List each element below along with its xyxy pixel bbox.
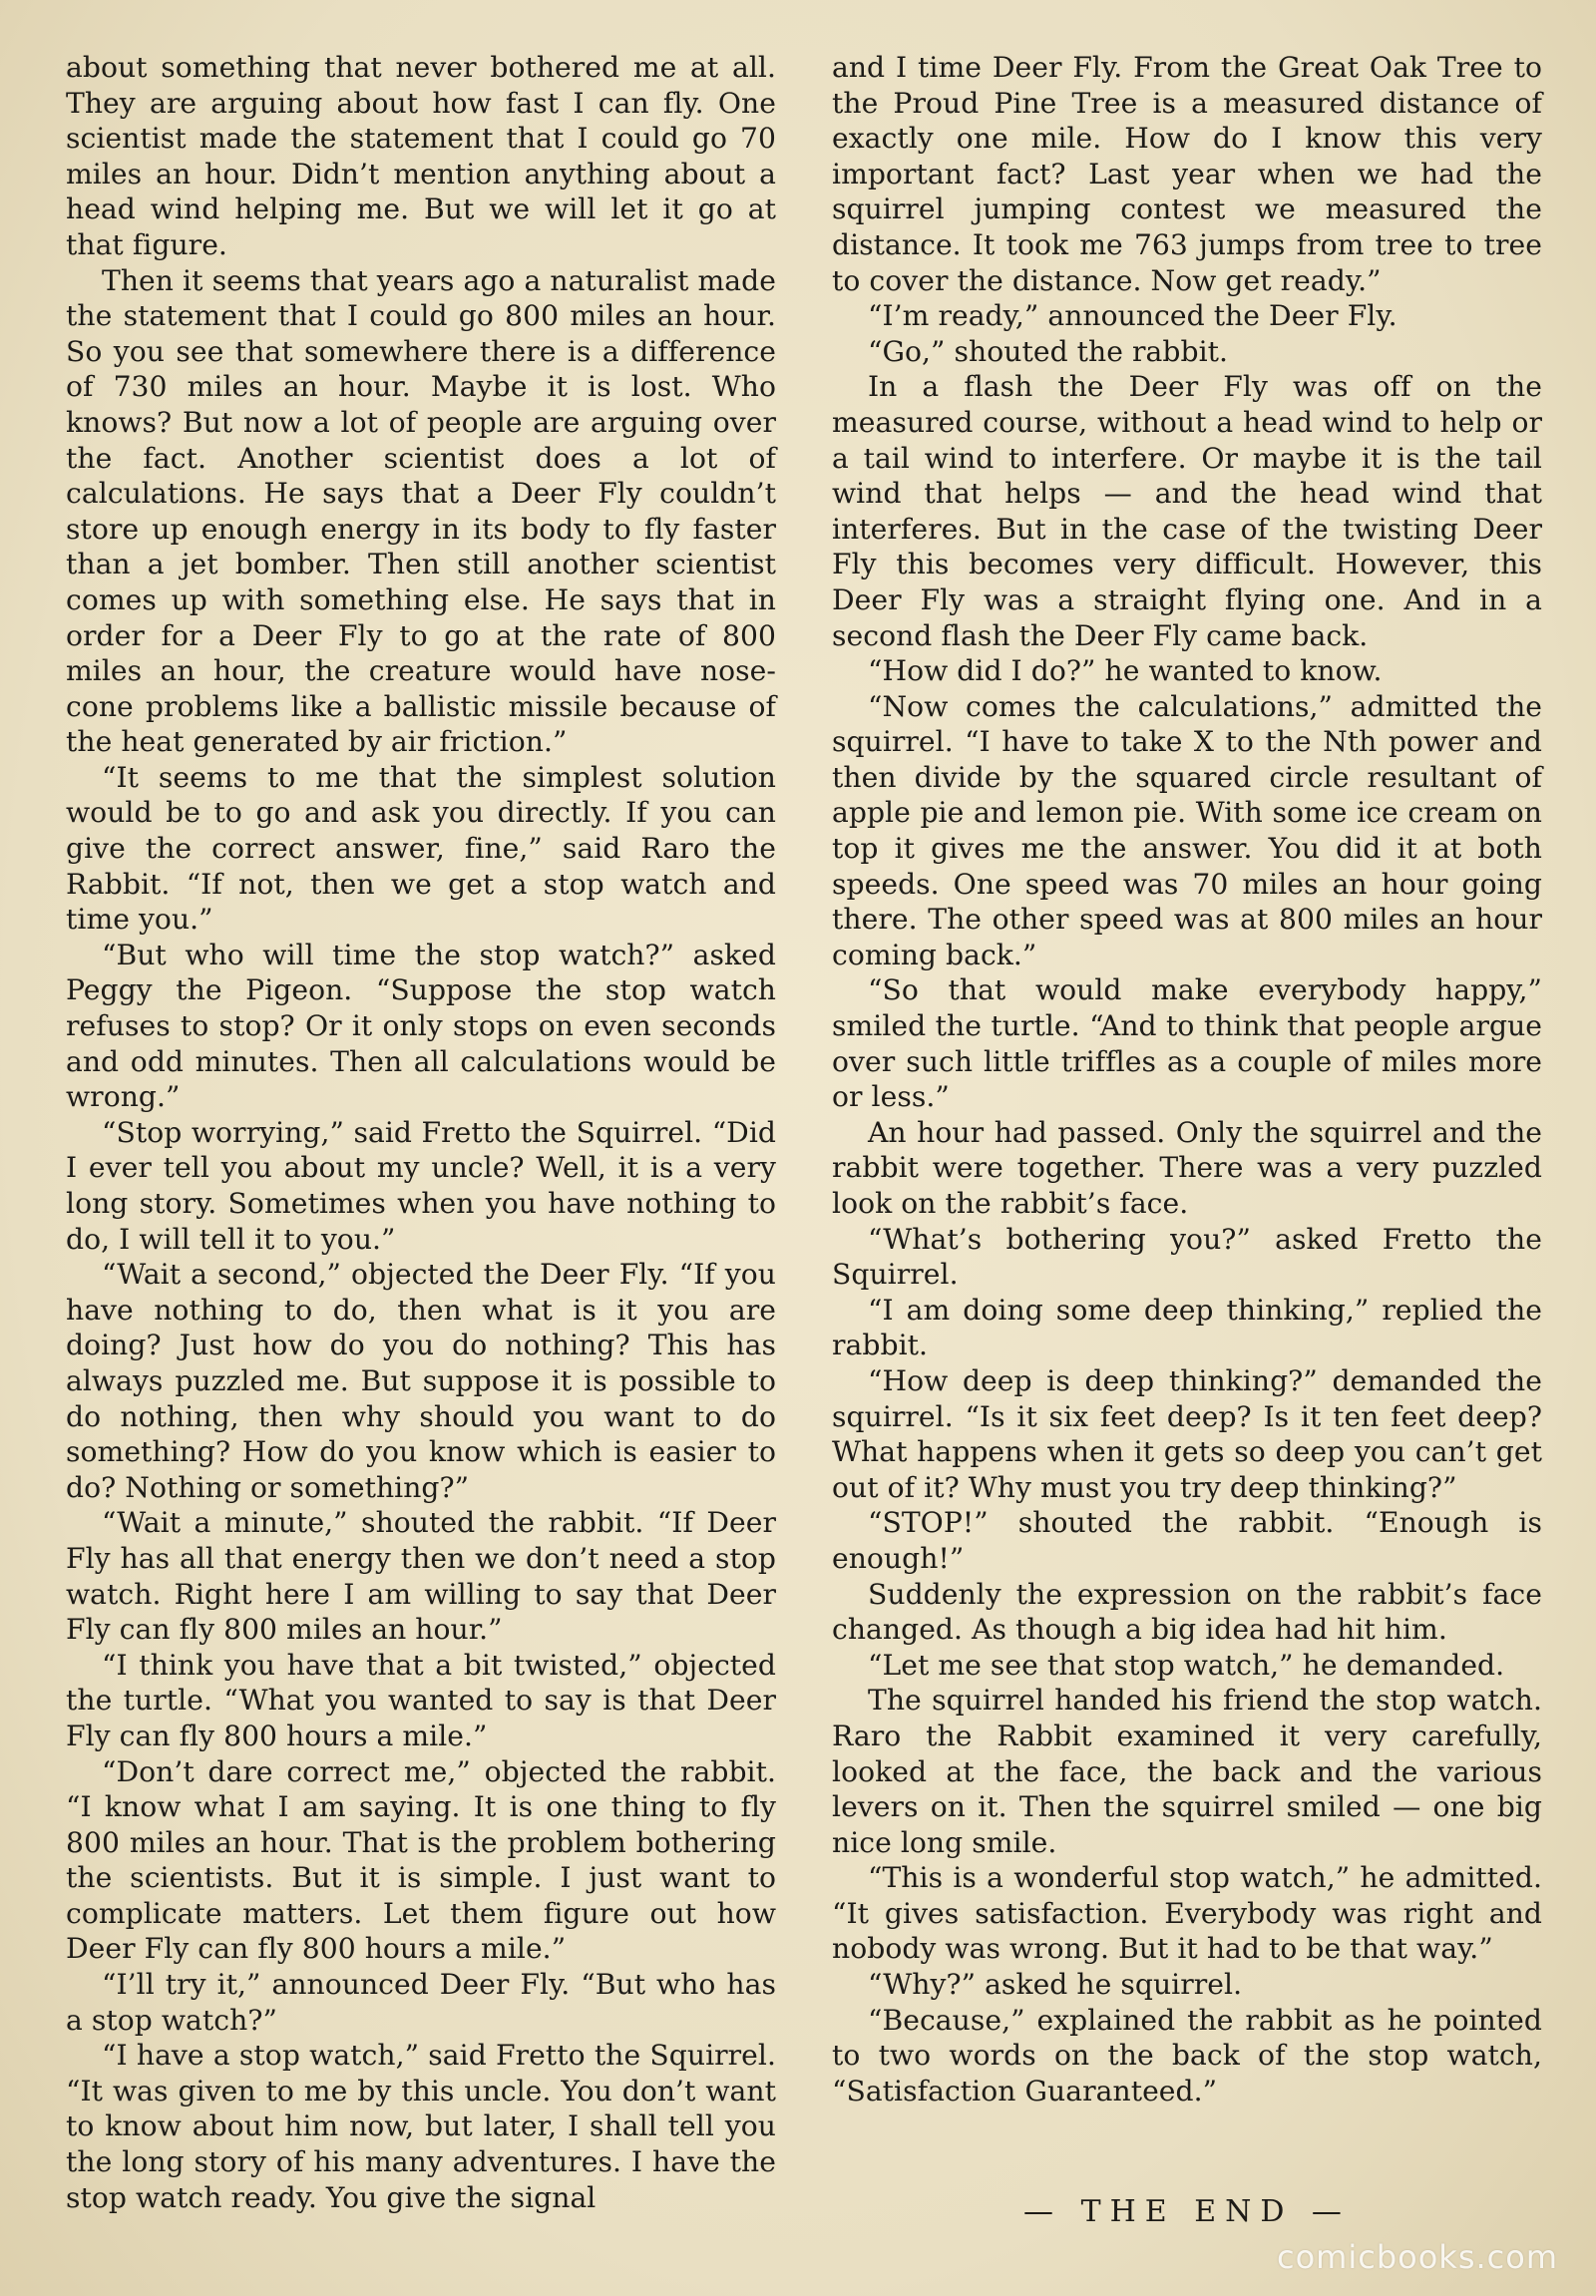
paragraph: “Wait a second,” objected the Deer Fly. “If you have nothing to do, then what is it you are doing? Just how do you do nothing? This has always puzzled me. But suppose it is possible to do nothing, then why should you want to do something? How do you know which is easier to do? Nothing or something?” (66, 1258, 776, 1504)
paragraph: “STOP!” shouted the rabbit. “Enough is enough!” (832, 1506, 1542, 1575)
paragraph: “Why?” asked he squirrel. (868, 1968, 1243, 2002)
paragraph: “Go,” shouted the rabbit. (868, 334, 1229, 368)
paragraph: “So that would make everybody happy,” smiled the turtle. “And to think that people argue over such little triffles as a couple of miles more or less.” (832, 973, 1542, 1114)
paragraph: “I have a stop watch,” said Fretto the Squirrel. “It was given to me by this uncle. You don’t want to know about him now, but later, I shall tell you the long story of his many adventures. I have the stop watch ready. You give the signal (66, 2039, 776, 2214)
paragraph: “What’s bothering you?” asked Fretto the Squirrel. (832, 1222, 1542, 1292)
paragraph: The squirrel handed his friend the stop watch. Raro the Rabbit examined it very carefully, looked at the face, the back and the various levers on it. Then the squirrel smiled — one big nice long smile. (832, 1684, 1542, 1859)
paragraph: “It seems to me that the simplest solution would be to go and ask you directly. If you can give the correct answer, fine,” said Raro the Rabbit. “If not, then we get a stop watch and time you.” (66, 760, 776, 937)
right-column (832, 50, 1542, 2108)
paragraph: “Wait a minute,” shouted the rabbit. “If Deer Fly has all that energy then we don’t need a stop watch. Right here I am willing to say that Deer Fly can fly 800 miles an hour.” (66, 1506, 776, 1647)
left-column (66, 50, 776, 2215)
paragraph: An hour had passed. Only the squirrel and the rabbit were together. There was a very puzzled look on the rabbit’s face. (832, 1115, 1542, 1220)
paragraph: “Don’t dare correct me,” objected the rabbit. “I know what I am saying. It is one thing to fly 800 miles an hour. That is the problem bothering the scientists. But it is simple. I just want to complicate matters. Let them figure out how Deer Fly can fly 800 hours a mile.” (66, 1754, 776, 1966)
paragraph: “How deep is deep thinking?” demanded the squirrel. “Is it six feet deep? Is it ten feet deep? What happens when it gets so deep you can’t get out of it? Why must you try deep thinking?” (832, 1363, 1542, 1504)
paragraph: “Stop worrying,” said Fretto the Squirrel. “Did I ever tell you about my uncle? Well, it is a very long story. Sometimes when you have nothing to do, I will tell it to you.” (66, 1115, 776, 1256)
paragraph: “This is a wonderful stop watch,” he admitted. “It gives satisfaction. Everybody was right and nobody was wrong. But it had to be that way.” (832, 1861, 1542, 1966)
paragraph: Suddenly the expression on the rabbit’s face changed. As though a big idea had hit him. (832, 1577, 1542, 1647)
paragraph: “I think you have that a bit twisted,” objected the turtle. “What you wanted to say is that Deer Fly can fly 800 hours a mile.” (66, 1648, 776, 1752)
paragraph: and I time Deer Fly. From the Great Oak Tree to the Proud Pine Tree is a measured distance of exactly one mile. How do I know this very important fact? Last year when we had the squirrel jumping contest we measured the distance. It took me 763 jumps from tree to tree to cover the distance. Now get ready.” (832, 51, 1542, 297)
paragraph: about something that never bothered me at all. They are arguing about how fast I can fly. One scientist made the statement that I could go 70 miles an hour. Didn’t mention anything about a head wind helping me. But we will let it go at that figure. (66, 51, 776, 261)
watermark: comicbooks.com (1276, 2238, 1558, 2276)
paragraph: In a flash the Deer Fly was off on the measured course, without a head wind to help or a tail wind to interfere. Or maybe it is the tail wind that helps — and the head wind that interferes. But in the case of the twisting Deer Fly this becomes very difficult. However, this Deer Fly was a straight flying one. And in a second flash the Deer Fly came back. (832, 370, 1542, 652)
paragraph: “Let me see that stop watch,” he demanded. (868, 1648, 1505, 1682)
paragraph: Then it seems that years ago a naturalist made the statement that I could go 800 miles an hour. So you see that somewhere there is a difference of 730 miles an hour. Maybe it is lost. Who knows? But now a lot of people are arguing over the fact. Another scientist does a lot of calculations. He says that a Deer Fly couldn’t store up enough energy in its body to fly faster than a jet bomber. Then still another scientist comes up with something else. He says that in order for a Deer Fly to go at the rate of 800 miles an hour, the creature would have nose-cone problems like a ballistic missile because of the heat generated by air friction.” (66, 263, 776, 759)
the-end-label: — THE END — (1023, 2194, 1351, 2229)
paragraph: “I’ll try it,” announced Deer Fly. “But who has a stop watch?” (66, 1968, 776, 2037)
paragraph: “Now comes the calculations,” admitted the squirrel. “I have to take X to the Nth power and then divide by the squared circle resultant of apple pie and lemon pie. With some ice cream on top it gives me the answer. You did it at both speeds. One speed was 70 miles an hour going there. The other speed was at 800 miles an hour coming back.” (832, 689, 1542, 971)
paragraph: “Because,” explained the rabbit as he pointed to two words on the back of the stop watch, “Satisfaction Guaranteed.” (832, 2003, 1542, 2107)
paragraph: “I’m ready,” announced the Deer Fly. (868, 299, 1397, 333)
paragraph: “But who will time the stop watch?” asked Peggy the Pigeon. “Suppose the stop watch refuses to stop? Or it only stops on even seconds and odd minutes. Then all calculations would be wrong.” (66, 938, 776, 1114)
paragraph: “How did I do?” he wanted to know. (868, 654, 1383, 688)
paragraph: “I am doing some deep thinking,” replied the rabbit. (832, 1293, 1542, 1362)
